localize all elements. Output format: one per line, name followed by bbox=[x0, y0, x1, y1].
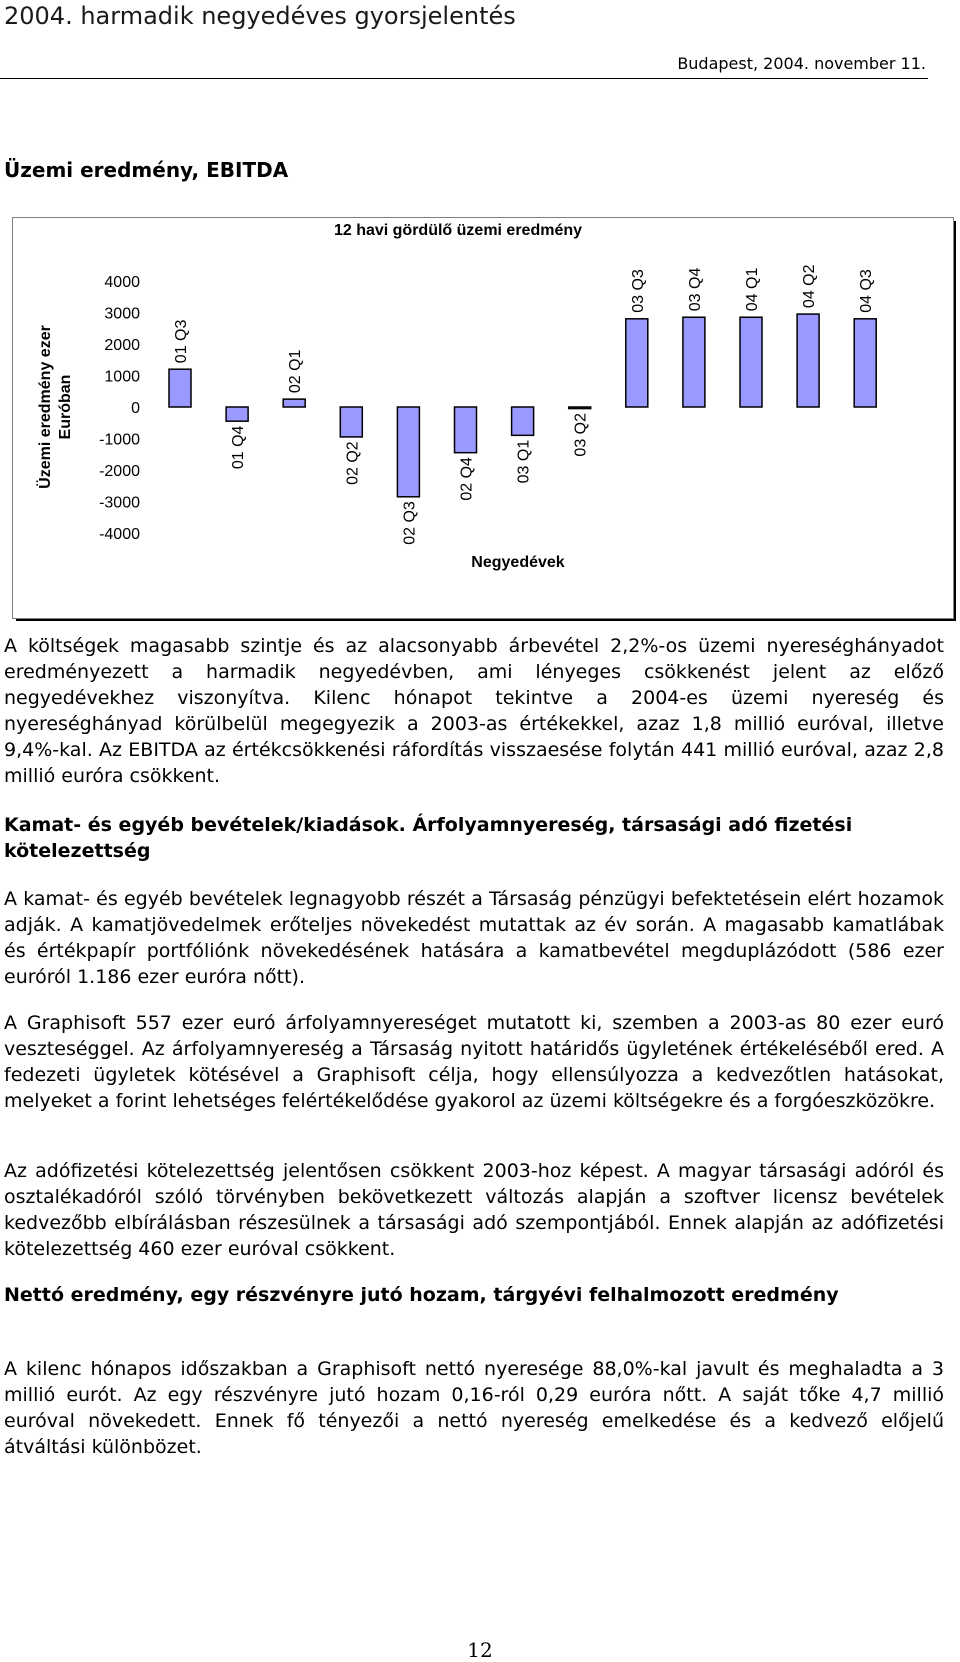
chart-category-label: 03 Q1 bbox=[515, 439, 533, 484]
chart-bar bbox=[854, 319, 876, 407]
chart-ylabel: Üzemi eredmény ezer Euróban bbox=[37, 325, 74, 489]
operating-result-chart bbox=[12, 217, 952, 617]
chart-ytick-label: -4000 bbox=[99, 526, 140, 543]
header-divider bbox=[0, 78, 928, 79]
chart-bar bbox=[397, 407, 419, 497]
paragraph-tax: Az adófizetési kötelezettség jelentősen csökkent 2003-hoz képest. A magyar társasági adóról és osztalékadóról szóló törvényben bekövetkezett változás alapján a szoftver licensz bevételek kedvezőbb elbírálásban részesülnek a társasági adó szempontjából. Ennek alapján az adófizetési kötelezettség 460 ezer euróval csökkent. bbox=[4, 1160, 944, 1260]
chart-category-label: 01 Q4 bbox=[230, 425, 248, 470]
header-date: Budapest, 2004. november 11. bbox=[677, 54, 926, 73]
chart-category-label: 04 Q2 bbox=[801, 264, 819, 309]
chart-category-label: 04 Q3 bbox=[858, 269, 876, 313]
chart-category-label: 03 Q2 bbox=[572, 412, 590, 457]
chart-ytick-label: -1000 bbox=[99, 431, 140, 449]
chart-bar bbox=[283, 399, 305, 407]
chart-ytick-label: 2000 bbox=[104, 337, 140, 354]
chart-category-label: 02 Q3 bbox=[401, 501, 419, 545]
chart-ytick-label: -2000 bbox=[99, 463, 140, 480]
chart-ytick-label: -3000 bbox=[99, 494, 140, 512]
paragraph-exchange-gain: A Graphisoft 557 ezer euró árfolyamnyereséget mutatott ki, szemben a 2003-as 80 ezer euró veszteséggel. Az árfolyamnyereség a Társaság nyitott határidős ügyletének értékeléséből ered. A fedezeti ügyletek kötésével a Graphisoft célja, hogy ellensúlyozza a kedvezőtlen hatásokat, melyeket a forint lehetséges felértékelődése gyakorol az üzemi költségekre és a forgóeszközökre. bbox=[4, 1012, 944, 1112]
paragraph-interest-income: A kamat- és egyéb bevételek legnagyobb részét a Társaság pénzügyi befektetésein elért hozamok adják. A kamatjövedelmek erőteljes növekedést mutattak az év során. A magasabb kamatlábak és értékpapír portfóliónk növekedésének hatására a kamatbevétel megduplázódott (586 ezer euróról 1.186 ezer euróra nőtt). bbox=[4, 888, 944, 988]
chart-category-label: 02 Q1 bbox=[287, 349, 305, 394]
chart-category-label: 01 Q3 bbox=[173, 319, 190, 364]
chart-ytick-label: 1000 bbox=[104, 368, 140, 386]
chart-category-label: 02 Q4 bbox=[458, 457, 476, 501]
chart-bar bbox=[626, 319, 648, 407]
page-number: 12 bbox=[467, 1638, 493, 1662]
section-heading-net-result: Nettó eredmény, egy részvényre jutó hozam, tárgyévi felhalmozott eredmény bbox=[4, 1284, 839, 1306]
chart-title: 12 havi gördülő üzemi eredmény bbox=[333, 222, 583, 239]
chart-category-label: 03 Q4 bbox=[686, 267, 704, 312]
chart-bar bbox=[169, 369, 191, 407]
chart-bar bbox=[683, 317, 705, 407]
chart-bar bbox=[455, 407, 477, 453]
chart-category-label: 02 Q2 bbox=[344, 441, 362, 485]
chart-bar bbox=[740, 317, 762, 407]
chart-xlabel: Negyedévek bbox=[471, 554, 565, 571]
chart-bar bbox=[226, 407, 248, 421]
paragraph-operating-result: A költségek magasabb szintje és az alacsonyabb árbevétel 2,2%-os üzemi nyereséghányadot eredményezett a harmadik negyedévben, ami lényeges csökkenést jelent az előző negyedévekhez viszonyítva. Kilenc hónapot tekintve a 2004-es üzemi nyereség és nyereséghányad körülbelül megegyezik a 2003-as értékekkel, azaz 1,8 millió euróval, illetve 9,4%-kal. Az EBITDA az értékcsökkenési ráfordítás visszaesése folytán 441 millió euróval, azaz 2,8 millió euróra csökkent. bbox=[4, 635, 944, 787]
paragraph-net-result: A kilenc hónapos időszakban a Graphisoft nettó nyeresége 88,0%-kal javult és meghaladta a 3 millió eurót. Az egy részvényre jutó hozam 0,16-ról 0,29 euróra nőtt. A saját tőke 4,7 millió euróval növekedett. Ennek fő tényezői a nettó nyereség emelkedése és a kedvező előjelű átváltási különbözet. bbox=[4, 1358, 944, 1458]
chart-bar bbox=[797, 314, 819, 407]
chart-category-label: 03 Q3 bbox=[629, 269, 647, 313]
chart-ytick-label: 3000 bbox=[104, 305, 140, 323]
chart-bar bbox=[340, 407, 362, 437]
header-title: 2004. harmadik negyedéves gyorsjelentés bbox=[4, 2, 516, 30]
chart-bar bbox=[569, 407, 591, 409]
chart-bar bbox=[512, 407, 534, 435]
section-heading-interest: Kamat- és egyéb bevételek/kiadások. Árfolyamnyereség, társasági adó fizetési kötelezettség bbox=[4, 814, 853, 862]
section-heading-ebitda: Üzemi eredmény, EBITDA bbox=[4, 158, 289, 182]
chart-ytick-label: 4000 bbox=[104, 274, 140, 291]
chart-ytick-label: 0 bbox=[131, 400, 140, 417]
chart-category-label: 04 Q1 bbox=[744, 267, 761, 312]
